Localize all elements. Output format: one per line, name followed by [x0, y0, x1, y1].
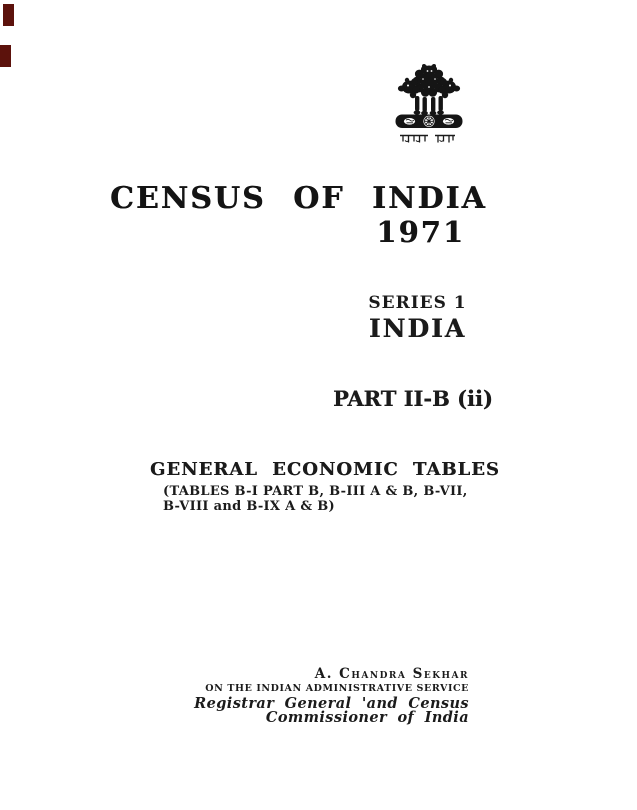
page-title: CENSUS OF INDIA — [110, 181, 487, 216]
section-subtitle — [163, 484, 468, 514]
author-name: A. Chandra Sekhar — [314, 666, 469, 682]
author-role-line2: Commissioner of India — [265, 709, 469, 726]
census-year: 1971 — [376, 215, 465, 249]
signature-block — [194, 667, 469, 725]
section-subtitle-line2: B-VIII and B-IX A & B) — [163, 499, 335, 514]
series-country: INDIA — [368, 314, 467, 343]
section-title: GENERAL ECONOMIC TABLES — [150, 459, 500, 480]
scan-corner-mark — [0, 45, 11, 67]
section-subtitle-line1: (TABLES B-I PART B, B-III A & B, B-VII, — [163, 484, 468, 499]
author-service-line: ON THE INDIAN ADMINISTRATIVE SERVICE — [205, 683, 469, 694]
author-role-line1: Registrar General 'and Census — [194, 695, 469, 712]
series-label: SERIES 1 — [368, 293, 467, 313]
series-block — [340, 293, 495, 343]
lion-capital-of-ashoka-emblem — [393, 62, 465, 147]
part-label: PART II-B (ii) — [333, 386, 493, 411]
motto-satyameva-jayate — [400, 136, 455, 143]
scan-corner-mark — [3, 4, 14, 26]
